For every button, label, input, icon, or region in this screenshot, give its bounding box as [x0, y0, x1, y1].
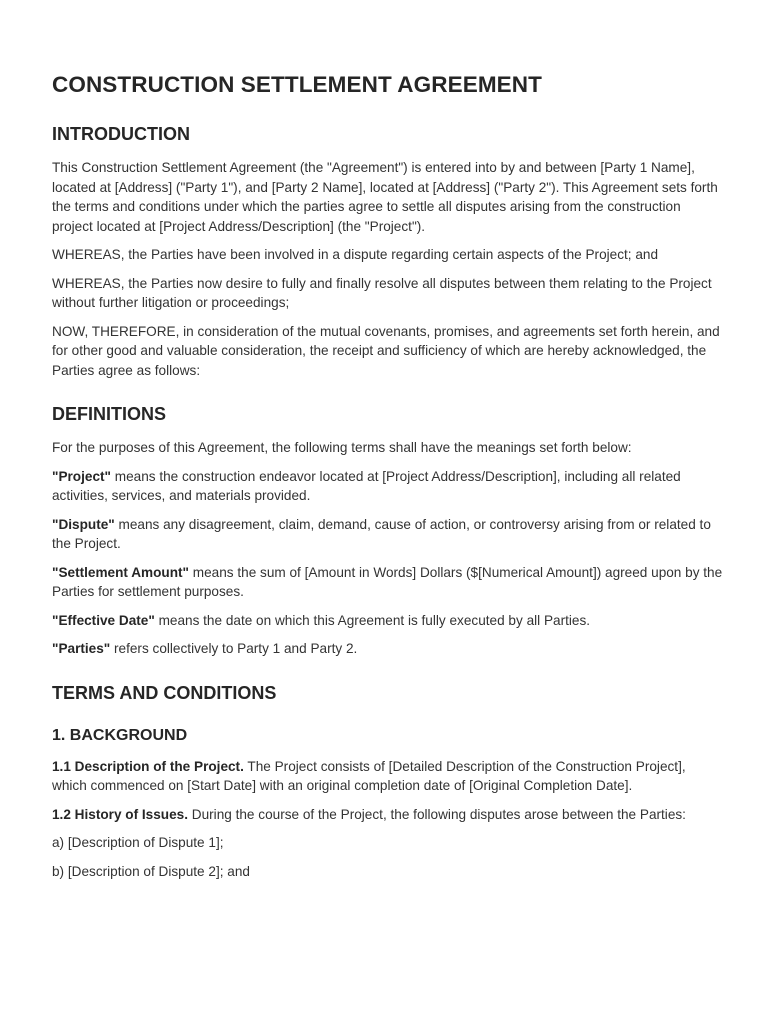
intro-paragraph-2: WHEREAS, the Parties have been involved in a dispute regarding certain aspects of the Project; and	[52, 247, 659, 262]
document-body	[52, 70, 724, 881]
definition-term: "Parties"	[52, 641, 111, 656]
dispute-item-b: b) [Description of Dispute 2]; and	[52, 863, 250, 879]
section-1-1-text: The Project consists of [Detailed Description of the Construction Project], which commenced on [Start Date] with an original completion date of [Original Completion Date].	[52, 758, 686, 793]
definition-term: "Project"	[52, 468, 111, 484]
intro-paragraph-1: This Construction Settlement Agreement (the "Agreement") is entered into by and between [Party 1 Name], located at [Address] ("Party 1"), and [Party 2 Name], located at [Address] ("Party 2"). This Agreement sets forth the terms and conditions under which the parties agree to settle all disputes arising from the construction project located at [Project Address/Description] (the "Project").	[52, 160, 718, 234]
intro-paragraph-3: WHEREAS, the Parties now desire to fully and finally resolve all disputes between them relating to the Project without further litigation or proceedings;	[52, 275, 712, 310]
section-1-2	[52, 805, 724, 825]
definition-dispute	[52, 515, 724, 554]
definition-text: means any disagreement, claim, demand, cause of action, or controversy arising from or related to the Project.	[52, 516, 711, 551]
definition-settlement-amount	[52, 563, 724, 602]
introduction-heading: INTRODUCTION	[52, 124, 190, 144]
definition-text: means the construction endeavor located at [Project Address/Description], including all related activities, services, and materials provided.	[52, 468, 681, 503]
definition-effective-date	[52, 611, 724, 631]
definition-term: "Settlement Amount"	[52, 564, 189, 580]
section-1-1	[52, 757, 724, 796]
definitions-heading: DEFINITIONS	[52, 404, 167, 424]
background-heading: 1. BACKGROUND	[52, 726, 188, 744]
document-title: CONSTRUCTION SETTLEMENT AGREEMENT	[52, 72, 542, 97]
intro-paragraph-4: NOW, THEREFORE, in consideration of the mutual covenants, promises, and agreements set forth herein, and for other good and valuable consideration, the receipt and sufficiency of which are hereby acknowledged, the Parties agree as follows:	[52, 323, 720, 378]
definition-project	[52, 467, 724, 506]
definitions-lead: For the purposes of this Agreement, the following terms shall have the meanings set forth below:	[52, 440, 632, 455]
definition-text: refers collectively to Party 1 and Party 2.	[110, 641, 358, 656]
definition-term: "Effective Date"	[52, 612, 155, 628]
section-1-2-label: 1.2 History of Issues.	[52, 806, 188, 822]
definition-term: "Dispute"	[52, 516, 115, 532]
terms-heading: TERMS AND CONDITIONS	[52, 682, 277, 703]
definition-parties	[52, 639, 724, 659]
section-1-1-label: 1.1 Description of the Project.	[52, 758, 244, 774]
dispute-item-a: a) [Description of Dispute 1];	[52, 835, 224, 850]
section-1-2-text: During the course of the Project, the following disputes arose between the Parties:	[188, 806, 686, 822]
definition-text: means the date on which this Agreement is fully executed by all Parties.	[154, 612, 591, 628]
definition-text: means the sum of [Amount in Words] Dollars ($[Numerical Amount]) agreed upon by the Parties for settlement purposes.	[52, 564, 723, 599]
